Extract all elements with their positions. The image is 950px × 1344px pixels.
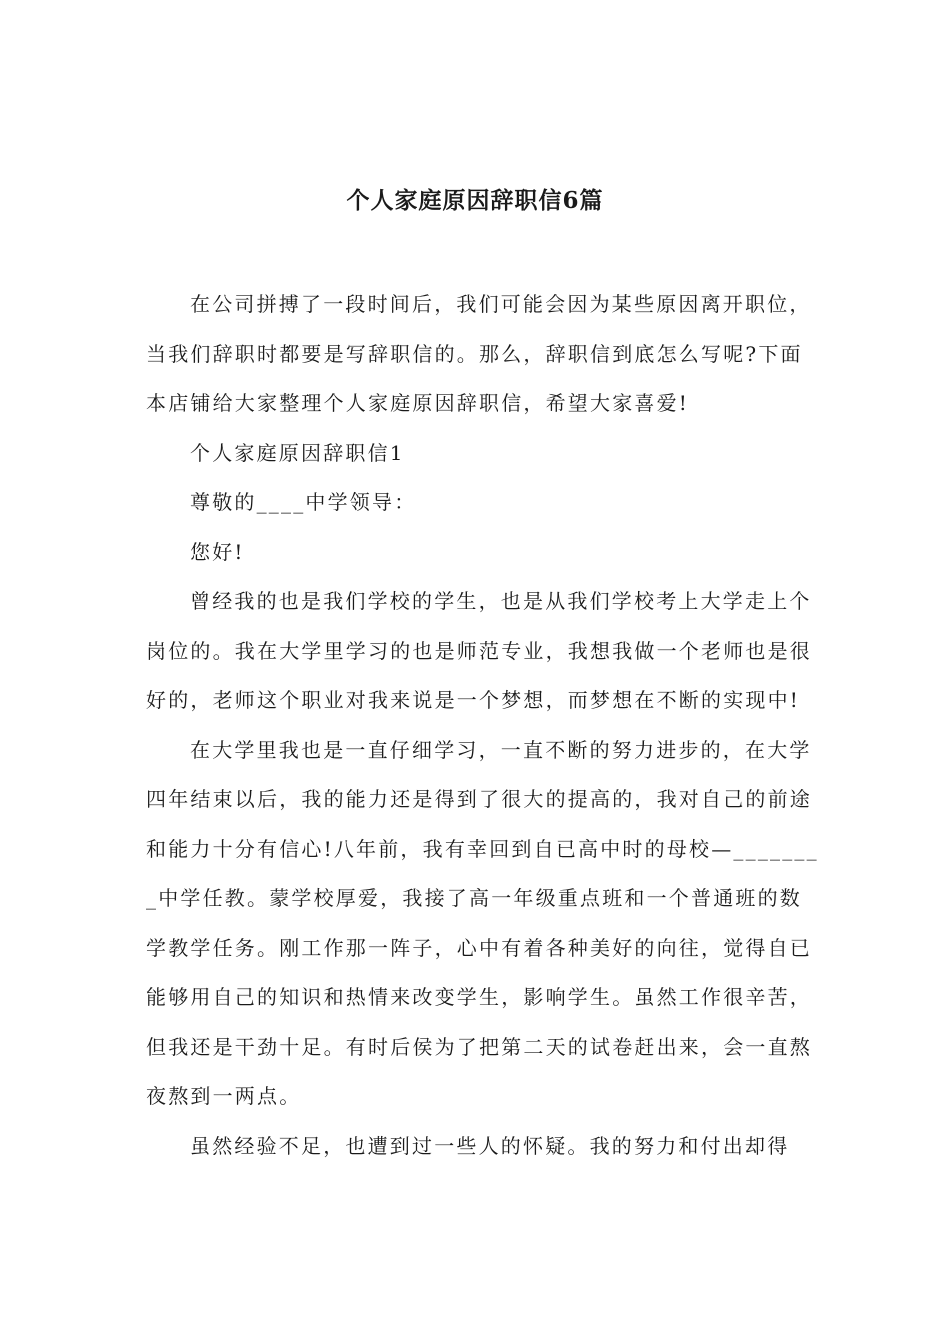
body-paragraph: 曾经我的也是我们学校的学生，也是从我们学校考上大学走上个岗位的。我在大学里学习的也是师范专业，我想我做一个老师也是很好的，老师这个职业对我来说是一个梦想，而梦想在不断的实现中! — [146, 589, 812, 712]
salutation: 尊敬的____中学领导： — [190, 490, 417, 514]
body-paragraph: 在大学里我也是一直仔细学习，一直不断的努力进步的，在大学四年结束以后，我的能力还是得到了很大的提高的，我对自己的前途和能力十分有信心!八年前，我有幸回到自已高中时的母校—________中学任教。蒙学校厚爱，我接了高一年级重点班和一个普通班的数学教学任务。刚工作那一阵子，心中有着各种美好的向往，觉得自已能够用自己的知识和热情来改变学生，影响学生。虽然工作很辛苦，但我还是干劲十足。有时后侯为了把第二天的试卷赶出来，会一直熬夜熬到一两点。 — [146, 737, 819, 1108]
document-title: 个人家庭原因辞职信6篇 — [346, 187, 604, 214]
greeting: 您好! — [190, 539, 245, 564]
document-body — [146, 280, 822, 1171]
letter-heading: 个人家庭原因辞职信1 — [190, 440, 405, 465]
body-paragraph: 虽然经验不足，也遭到过一些人的怀疑。我的努力和付出却得 — [190, 1133, 790, 1158]
intro-paragraph: 在公司拼搏了一段时间后，我们可能会因为某些原因离开职位，当我们辞职时都要是写辞职信的。那么，辞职信到底怎么写呢?下面本店铺给大家整理个人家庭原因辞职信，希望大家喜爱! — [146, 292, 812, 415]
